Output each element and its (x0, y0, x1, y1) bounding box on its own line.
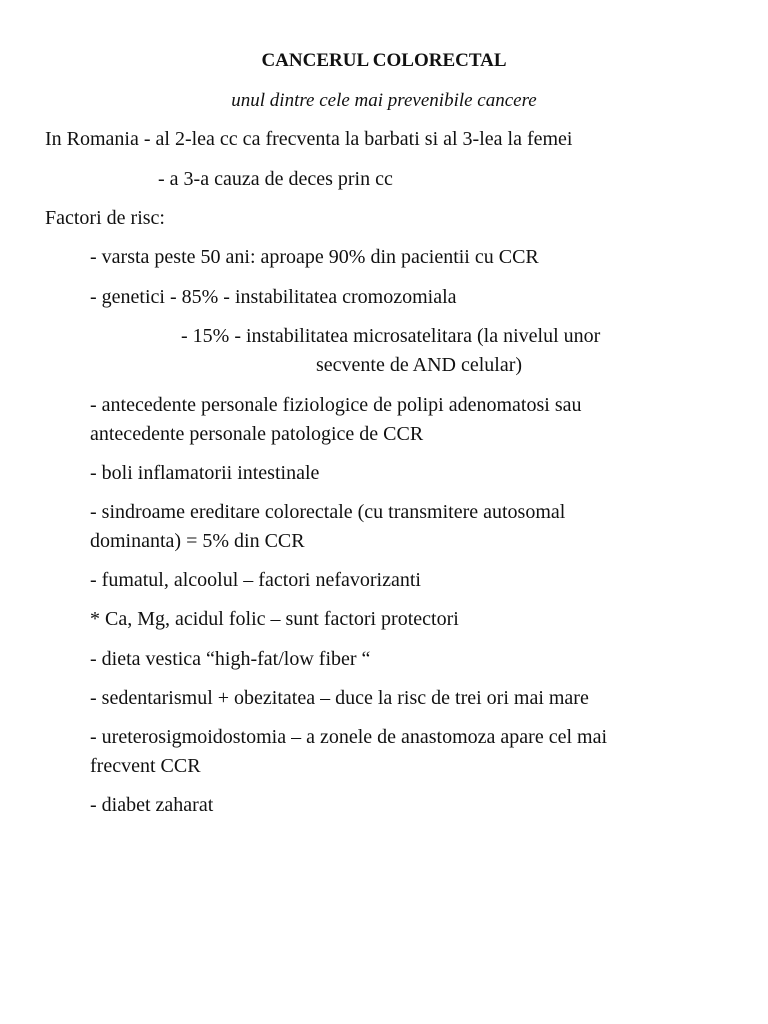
risk-item-smoking: - fumatul, alcoolul – factori nefavorizanti (90, 569, 421, 591)
risk-item-hereditary-cont: dominanta) = 5% din CCR (90, 530, 305, 552)
risk-item-genetic-15: - 15% - instabilitatea microsatelitara (la nivelul unor (181, 325, 601, 347)
risk-factors-heading: Factori de risc: (45, 207, 165, 229)
risk-item-genetic-15-cont: secvente de AND celular) (316, 354, 523, 376)
risk-item-hereditary: - sindroame ereditare colorectale (cu transmitere autosomal (90, 501, 566, 523)
risk-item-genetic-85: - genetici - 85% - instabilitatea cromozomiala (90, 286, 457, 308)
risk-item-sedentary: - sedentarismul + obezitatea – duce la risc de trei ori mai mare (90, 687, 589, 709)
risk-item-ibd: - boli inflamatorii intestinale (90, 462, 320, 484)
risk-item-antecedents: - antecedente personale fiziologice de polipi adenomatosi sau (90, 394, 582, 416)
risk-item-age: - varsta peste 50 ani: aproape 90% din pacientii cu CCR (90, 246, 539, 268)
risk-item-protective: * Ca, Mg, acidul folic – sunt factori protectori (90, 608, 459, 630)
document-title: CANCERUL COLORECTAL (261, 50, 507, 71)
intro-deaths-line: - a 3-a cauza de deces prin cc (158, 168, 393, 190)
document-subtitle: unul dintre cele mai prevenibile cancere (231, 90, 537, 111)
risk-item-ureterosigmoidostomy: - ureterosigmoidostomia – a zonele de anastomoza apare cel mai (90, 726, 608, 748)
intro-romania-line: In Romania - al 2-lea cc ca frecventa la barbati si al 3-lea la femei (45, 128, 573, 150)
risk-item-ureterosigmoidostomy-cont: frecvent CCR (90, 755, 201, 777)
risk-item-diet: - dieta vestica “high-fat/low fiber “ (90, 648, 371, 670)
risk-item-diabetes: - diabet zaharat (90, 794, 214, 816)
risk-item-antecedents-cont: antecedente personale patologice de CCR (90, 423, 424, 445)
